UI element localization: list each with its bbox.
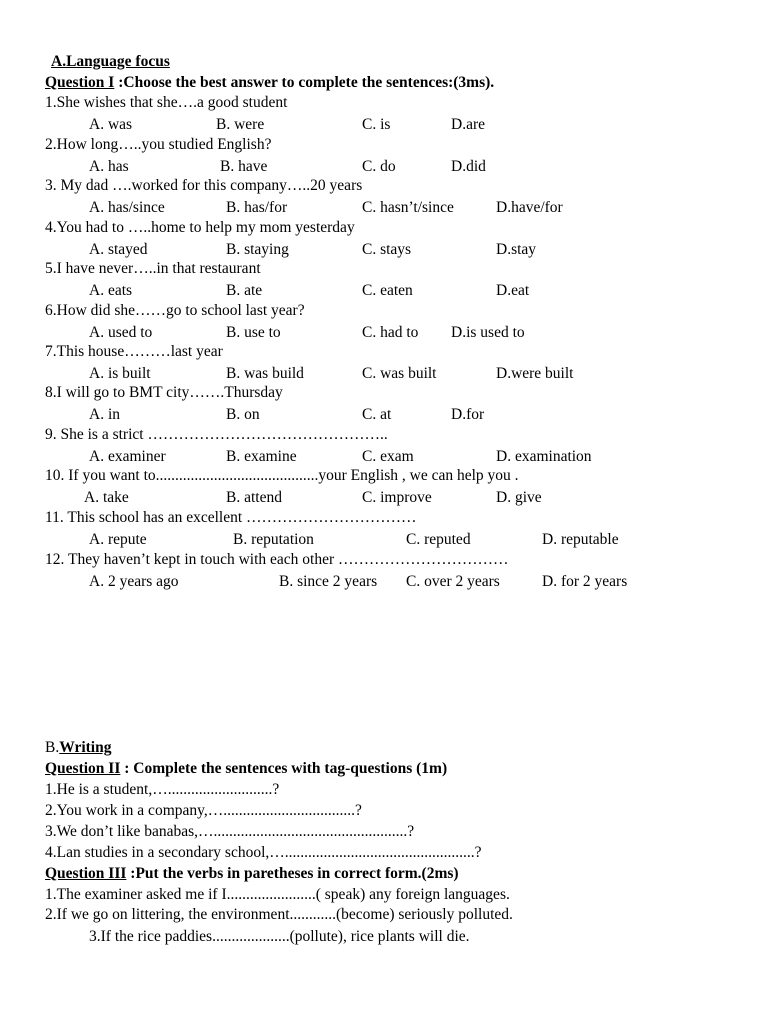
question-1-item-4-option-d: D.stay (496, 241, 537, 258)
question-1-item-7-option-a: A. is built (89, 365, 151, 382)
question-1-item-7-stem: 7.This house………last year (45, 343, 223, 360)
question-1-item-12-option-a: A. 2 years ago (89, 573, 179, 590)
question-1-item-10-option-a: A. take (84, 489, 129, 506)
question-3-instruction: :Put the verbs in paretheses in correct form.(2ms) (126, 865, 459, 882)
question-2-instruction: : Complete the sentences with tag-questions (1m) (120, 760, 448, 777)
question-1-item-6-option-b: B. use to (226, 324, 281, 341)
question-1-label: Question I (45, 74, 115, 91)
question-1-item-12-option-c: C. over 2 years (406, 573, 500, 590)
question-2-label: Question II (45, 760, 121, 777)
question-1-item-1-option-a: A. was (89, 116, 133, 133)
verb-form-1: 1.The examiner asked me if I.......................( speak) any foreign languages. (45, 886, 510, 903)
question-1-item-11-option-a: A. repute (89, 531, 147, 548)
question-1-item-10-stem: 10. If you want to..........................................your English , we can help you . (45, 467, 519, 484)
question-1-item-5-stem: 5.I have never…..in that restaurant (45, 260, 261, 277)
question-1-item-4-option-b: B. staying (226, 241, 289, 258)
question-1-instruction: :Choose the best answer to complete the sentences:(3ms). (114, 74, 495, 91)
question-1-item-6-option-d: D.is used to (451, 324, 525, 341)
question-1-item-7-option-b: B. was build (226, 365, 304, 382)
question-1-item-5-option-d: D.eat (496, 282, 530, 299)
question-1-item-8-option-d: D.for (451, 406, 485, 423)
question-1-item-2-option-b: B. have (220, 158, 268, 175)
question-1-item-5-option-c: C. eaten (362, 282, 413, 299)
question-1-item-7-option-c: C. was built (362, 365, 437, 382)
question-1-item-8-stem: 8.I will go to BMT city…….Thursday (45, 384, 283, 401)
question-1-item-8-option-b: B. on (226, 406, 260, 423)
question-1-item-2-option-d: D.did (451, 158, 486, 175)
question-1-item-10-option-c: C. improve (362, 489, 432, 506)
question-1-item-11-option-c: C. reputed (406, 531, 471, 548)
question-1-item-11-option-b: B. reputation (233, 531, 314, 548)
question-1-item-12-option-b: B. since 2 years (279, 573, 378, 590)
question-1-item-9-option-b: B. examine (226, 448, 297, 465)
question-1-item-1-stem: 1.She wishes that she….a good student (45, 94, 288, 111)
question-1-item-12-stem: 12. They haven’t kept in touch with each other …………………………… (45, 551, 509, 568)
question-1-item-2-option-c: C. do (362, 158, 396, 175)
question-1-item-4-option-a: A. stayed (89, 241, 148, 258)
section-b-title (45, 739, 111, 757)
question-1-item-11-stem: 11. This school has an excellent …………………………… (45, 509, 417, 526)
question-1-heading (45, 74, 494, 92)
section-b-label: Writing (59, 739, 112, 756)
question-1-item-11-option-d: D. reputable (542, 531, 619, 548)
tag-question-2: 2.You work in a company,…..................................? (45, 802, 362, 819)
question-1-item-9-stem: 9. She is a strict ……………………………………….. (45, 426, 388, 443)
question-1-item-10-option-b: B. attend (226, 489, 282, 506)
question-1-item-9-option-d: D. examination (496, 448, 592, 465)
question-1-item-3-option-d: D.have/for (496, 199, 563, 216)
question-1-item-12-option-d: D. for 2 years (542, 573, 628, 590)
verb-form-3: 3.If the rice paddies....................(pollute), rice plants will die. (89, 928, 470, 945)
question-1-item-9-option-c: C. exam (362, 448, 414, 465)
question-1-item-3-stem: 3. My dad ….worked for this company…..20 years (45, 177, 363, 194)
tag-question-1: 1.He is a student,…...........................? (45, 781, 280, 798)
question-1-item-2-stem: 2.How long…..you studied English? (45, 136, 272, 153)
question-1-item-5-option-a: A. eats (89, 282, 133, 299)
question-1-item-1-option-d: D.are (451, 116, 485, 133)
verb-form-2: 2.If we go on littering, the environment............(become) seriously polluted. (45, 906, 513, 923)
question-1-item-8-option-c: C. at (362, 406, 392, 423)
question-1-item-3-option-a: A. has/since (89, 199, 165, 216)
tag-question-3: 3.We don’t like banabas,…..................................................? (45, 823, 415, 840)
question-1-item-2-option-a: A. has (89, 158, 129, 175)
question-1-item-6-option-c: C. had to (362, 324, 419, 341)
question-3-heading (45, 865, 459, 883)
question-1-item-4-stem: 4.You had to …..home to help my mom yesterday (45, 219, 355, 236)
question-1-item-10-option-d: D. give (496, 489, 542, 506)
question-1-item-7-option-d: D.were built (496, 365, 574, 382)
tag-question-4: 4.Lan studies in a secondary school,….................................................? (45, 844, 482, 861)
question-1-item-1-option-c: C. is (362, 116, 391, 133)
question-1-item-9-option-a: A. examiner (89, 448, 166, 465)
question-1-item-3-option-c: C. hasn’t/since (362, 199, 454, 216)
question-1-item-5-option-b: B. ate (226, 282, 263, 299)
section-a-title: A.Language focus (51, 53, 170, 70)
question-1-item-8-option-a: A. in (89, 406, 120, 423)
question-3-label: Question III (45, 865, 127, 882)
question-1-item-4-option-c: C. stays (362, 241, 412, 258)
question-2-heading (45, 760, 447, 778)
question-1-item-6-option-a: A. used to (89, 324, 153, 341)
question-1-item-3-option-b: B. has/for (226, 199, 288, 216)
section-b-prefix: B. (45, 739, 60, 756)
question-1-item-6-stem: 6.How did she……go to school last year? (45, 302, 305, 319)
question-1-item-1-option-b: B. were (216, 116, 265, 133)
